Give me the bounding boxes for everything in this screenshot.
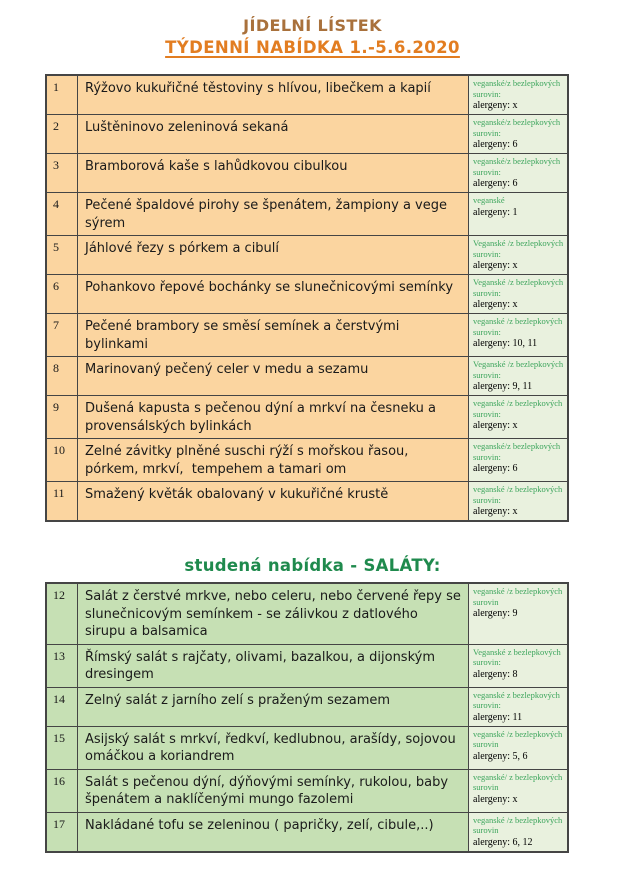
vegan-label: veganské/z bezlepkových surovin: xyxy=(473,156,561,177)
vegan-label: Veganské z bezlepkových surovin: xyxy=(473,646,561,667)
dish-name: Pečené brambory se směsí semínek a čerstvými bylinkami xyxy=(78,314,469,356)
row-number: 15 xyxy=(47,727,78,769)
row-number: 2 xyxy=(47,115,78,153)
dietary-info xyxy=(469,645,567,687)
vegan-label: veganské /z bezlepkových surovin: xyxy=(473,398,563,419)
menu-row-17 xyxy=(47,813,567,851)
row-number: 6 xyxy=(47,275,78,313)
dish-name: Jáhlové řezy s pórkem a cibulí xyxy=(78,236,469,274)
menu-row-3 xyxy=(47,154,567,193)
menu-row-16 xyxy=(47,770,567,813)
allergens-label: alergeny: 10, 11 xyxy=(473,338,538,349)
row-number: 1 xyxy=(47,76,78,114)
row-number: 9 xyxy=(47,396,78,438)
dish-name: Marinovaný pečený celer v medu a sezamu xyxy=(78,357,469,395)
dish-name: Luštěninovo zeleninová sekaná xyxy=(78,115,469,153)
dietary-info xyxy=(469,193,567,235)
allergens-label: alergeny: 9 xyxy=(473,608,518,619)
row-number: 13 xyxy=(47,645,78,687)
row-number: 8 xyxy=(47,357,78,395)
dietary-info xyxy=(469,688,567,726)
dietary-info xyxy=(469,154,567,192)
menu-row-14 xyxy=(47,688,567,727)
dietary-info xyxy=(469,770,567,812)
page-title: JÍDELNÍ LÍSTEK xyxy=(243,16,382,35)
row-number: 7 xyxy=(47,314,78,356)
row-number: 10 xyxy=(47,439,78,481)
row-number: 4 xyxy=(47,193,78,235)
row-number: 12 xyxy=(47,584,78,644)
vegan-label: veganské /z bezlepkových surovin: xyxy=(473,484,563,505)
vegan-label: veganské /z bezlepkových surovin xyxy=(473,814,563,835)
vegan-label: Veganské /z bezlepkových surovin: xyxy=(473,359,564,380)
allergens-label: alergeny: 8 xyxy=(473,668,518,680)
dietary-info xyxy=(469,236,567,274)
dietary-info xyxy=(469,813,567,851)
vegan-label: veganské /z bezlepkových surovin xyxy=(473,728,563,749)
dish-name: Bramborová kaše s lahůdkovou cibulkou xyxy=(78,154,469,192)
menu-row-15 xyxy=(47,727,567,770)
allergens-label: alergeny: x xyxy=(473,100,518,111)
dish-name: Salát s pečenou dýní, dýňovými semínky, rukolou, baby špenátem a naklíčenými mungo fazolemi xyxy=(78,770,469,812)
dish-name: Asijský salát s mrkví, ředkví, kedlubnou, arašídy, sojovou omáčkou a koriandrem xyxy=(78,727,469,769)
allergens-label: alergeny: x xyxy=(473,506,518,517)
dish-name: Pohankovo řepové bochánky se slunečnicovými semínky xyxy=(78,275,469,313)
menu-row-2 xyxy=(47,115,567,154)
dish-name: Římský salát s rajčaty, olivami, bazalkou, a dijonským dresingem xyxy=(78,645,469,687)
vegan-label: veganské /z bezlepkových surovin: xyxy=(473,316,563,337)
dish-name: Smažený květák obalovaný v kukuřičné krustě xyxy=(78,482,469,520)
vegan-label: veganské/z bezlepkových surovin: xyxy=(473,441,561,462)
dish-name: Salát z čerstvé mrkve, nebo celeru, nebo červené řepy se slunečnicovým semínkem - se zálivkou z datlového sirupu a balsamica xyxy=(78,584,469,644)
vegan-label: Veganské /z bezlepkových surovin: xyxy=(473,238,564,259)
allergens-label: alergeny: 6, 12 xyxy=(473,836,533,848)
salads-table xyxy=(45,582,569,853)
allergens-label: alergeny: 1 xyxy=(473,206,518,218)
vegan-label: veganské z bezlepkových surovin: xyxy=(473,689,560,710)
dietary-info xyxy=(469,584,567,644)
dish-name: Nakládané tofu se zeleninou ( papričky, zelí, cibule,..) xyxy=(78,813,469,851)
vegan-label: veganské xyxy=(473,195,505,205)
menu-row-9 xyxy=(47,396,567,439)
menu-row-7 xyxy=(47,314,567,357)
menu-row-4 xyxy=(47,193,567,236)
dietary-info xyxy=(469,439,567,481)
allergens-label: alergeny: 11 xyxy=(473,711,523,723)
allergens-label: alergeny: 6 xyxy=(473,178,518,189)
page-subtitle: TÝDENNÍ NABÍDKA 1.-5.6.2020 xyxy=(165,38,460,57)
row-number: 11 xyxy=(47,482,78,520)
dietary-info xyxy=(469,727,567,769)
allergens-label: alergeny: 9, 11 xyxy=(473,381,533,392)
row-number: 17 xyxy=(47,813,78,851)
allergens-label: alergeny: 6 xyxy=(473,139,518,150)
dish-name: Dušená kapusta s pečenou dýní a mrkví na česneku a provensálských bylinkách xyxy=(78,396,469,438)
menu-row-1 xyxy=(47,76,567,115)
dish-name: Pečené špaldové pirohy se špenátem, žampiony a vege sýrem xyxy=(78,193,469,235)
vegan-label: veganské/z bezlepkových surovin: xyxy=(473,78,561,99)
vegan-label: Veganské /z bezlepkových surovin: xyxy=(473,277,564,298)
dietary-info xyxy=(469,314,567,356)
dietary-info xyxy=(469,357,567,395)
row-number: 14 xyxy=(47,688,78,726)
row-number: 16 xyxy=(47,770,78,812)
dietary-info xyxy=(469,115,567,153)
menu-row-8 xyxy=(47,357,567,396)
dish-name: Rýžovo kukuřičné těstoviny s hlívou, libečkem a kapií xyxy=(78,76,469,114)
menu-row-10 xyxy=(47,439,567,482)
menu-row-12 xyxy=(47,584,567,645)
menu-row-11 xyxy=(47,482,567,520)
allergens-label: alergeny: x xyxy=(473,793,518,805)
allergens-label: alergeny: 5, 6 xyxy=(473,750,528,762)
menu-row-6 xyxy=(47,275,567,314)
dietary-info xyxy=(469,482,567,520)
menu-row-5 xyxy=(47,236,567,275)
salads-section-title: studená nabídka - SALÁTY: xyxy=(184,556,441,575)
dish-name: Zelné závitky plněné suschi rýží s mořskou řasou, pórkem, mrkví, tempehem a tamari om xyxy=(78,439,469,481)
menu-row-13 xyxy=(47,645,567,688)
dietary-info xyxy=(469,396,567,438)
row-number: 3 xyxy=(47,154,78,192)
allergens-label: alergeny: x xyxy=(473,299,518,310)
dietary-info xyxy=(469,76,567,114)
allergens-label: alergeny: x xyxy=(473,260,518,271)
dietary-info xyxy=(469,275,567,313)
allergens-label: alergeny: x xyxy=(473,420,518,431)
weekly-menu-table xyxy=(45,74,569,522)
vegan-label: veganské/z bezlepkových surovin: xyxy=(473,117,561,138)
vegan-label: veganské/ z bezlepkových surovin xyxy=(473,771,563,792)
dish-name: Zelný salát z jarního zelí s praženým sezamem xyxy=(78,688,469,726)
row-number: 5 xyxy=(47,236,78,274)
vegan-label: veganské /z bezlepkových surovin xyxy=(473,586,563,607)
allergens-label: alergeny: 6 xyxy=(473,463,518,474)
